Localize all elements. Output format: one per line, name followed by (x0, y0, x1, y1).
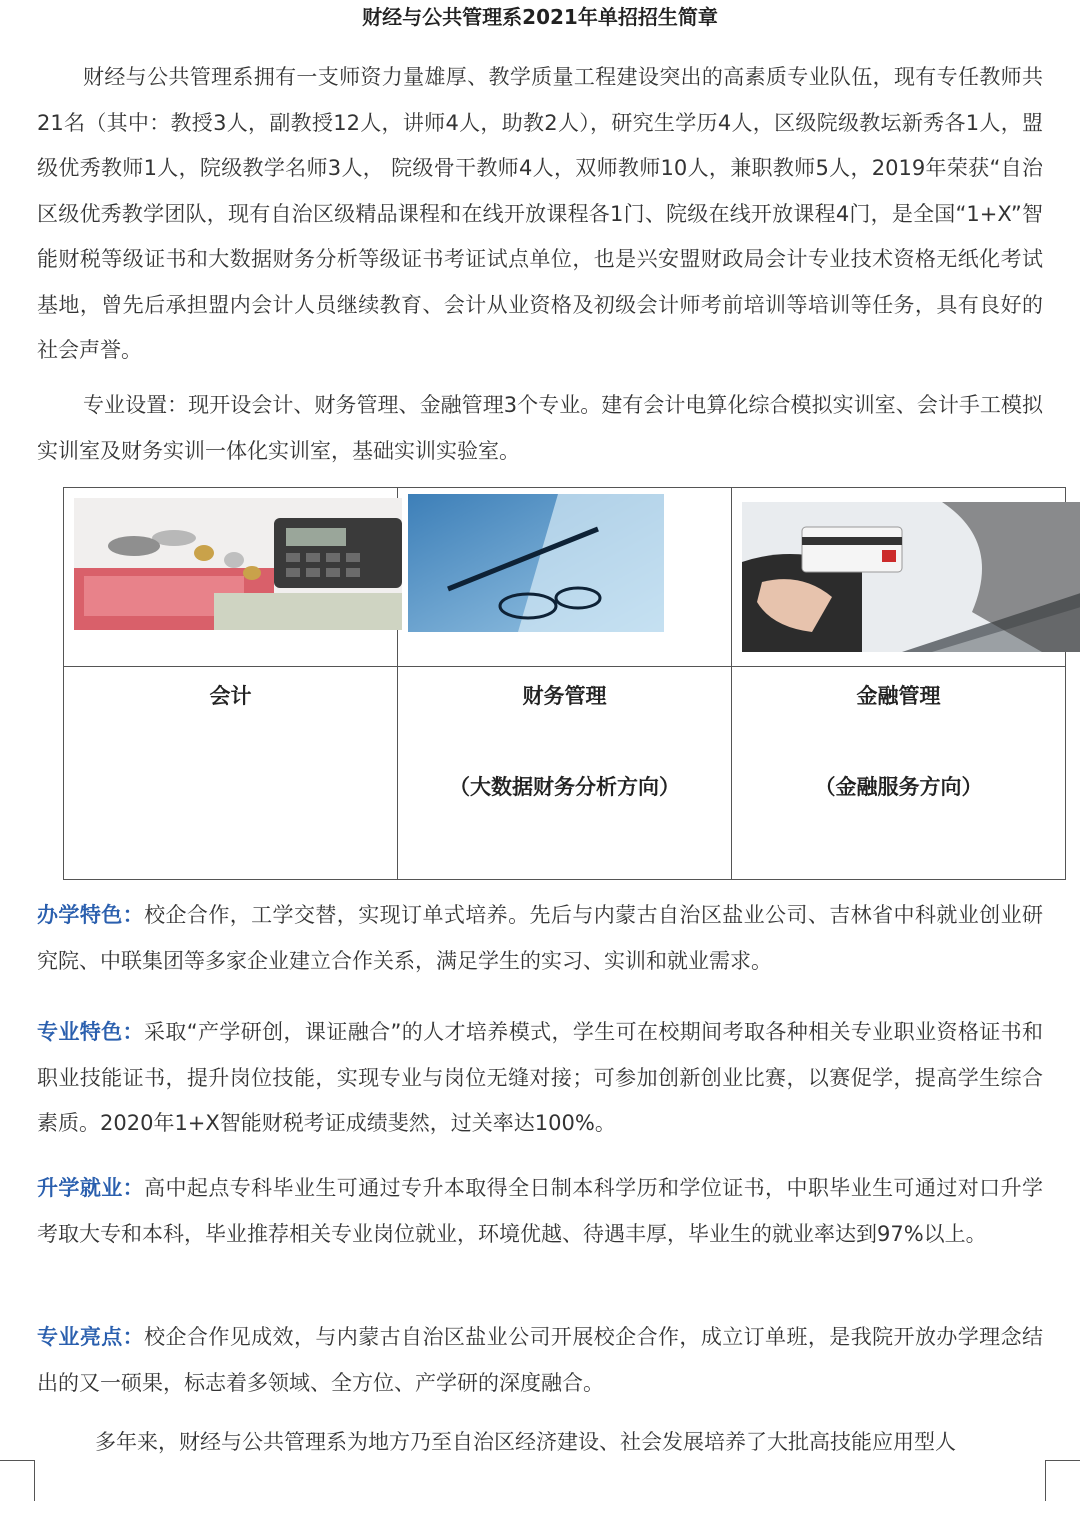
school-features-paragraph (37, 893, 1043, 984)
page-corner-mark-left (0, 1460, 35, 1501)
major-features-text: 采取“产学研创，课证融合”的人才培养模式，学生可在校期间考取各种相关专业职业资格证书和职业技能证书，提升岗位技能，实现专业与岗位无缝对接；可参加创新创业比赛，以赛促学，提高学生综合素质。2020年1+X智能财税考证成绩斐然，过关率达100%。 (37, 1020, 1044, 1135)
major-direction: （大数据财务分析方向） (449, 775, 680, 799)
major-direction: （金融服务方向） (814, 775, 983, 799)
highlight-label: 专业亮点： (37, 1325, 145, 1349)
bank-card-laptop-photo (742, 502, 1080, 652)
page-title: 财经与公共管理系2021年单招招生简章 (362, 5, 718, 29)
page-corner-mark-right (1045, 1460, 1080, 1501)
major-name: 会计 (209, 684, 252, 708)
career-label: 升学就业： (37, 1176, 145, 1200)
school-features-label: 办学特色： (37, 903, 145, 927)
money-calculator-photo (74, 498, 402, 630)
intro-paragraph: 财经与公共管理系拥有一支师资力量雄厚、教学质量工程建设突出的高素质专业队伍，现有专任教师共21名（其中：教授3人，副教授12人，讲师4人，助教2人），研究生学历4人，区级院级教坛新秀各1人，盟级优秀教师1人，院级教学名师3人， 院级骨干教师4人，双师教师10人，兼职教师5人，2019年荣获“自治区级优秀教学团队，现有自治区级精品课程和在线开放课程各1门、院级在线开放课程4门，是全国“1+X”智能财税等级证书和大数据财务分析等级证书考证试点单位，也是兴安盟财政局会计专业技术资格无纸化考试基地，曾先后承担盟内会计人员继续教育、会计从业资格及初级会计师考前培训等培训等任务，具有良好的社会声誉。 (37, 65, 1043, 362)
major-name: 财务管理 (522, 684, 607, 708)
majors-table (63, 487, 1066, 880)
career-paragraph (37, 1166, 1043, 1257)
career-text: 高中起点专科毕业生可通过专升本取得全日制本科学历和学位证书，中职毕业生可通过对口升学考取大专和本科，毕业推荐相关专业岗位就业，环境优越、待遇丰厚，毕业生的就业率达到97%以上。 (37, 1176, 1044, 1246)
major-cell-banking (732, 667, 1066, 880)
highlight-paragraph (37, 1315, 1043, 1406)
major-cell-accounting (64, 667, 398, 880)
major-image-cell-banking (732, 488, 1066, 667)
major-features-paragraph (37, 1010, 1043, 1147)
highlight-text: 校企合作见成效，与内蒙古自治区盐业公司开展校企合作，成立订单班，是我院开放办学理念结出的又一硕果，标志着多领域、全方位、产学研的深度融合。 (37, 1325, 1044, 1395)
major-features-label: 专业特色： (37, 1020, 144, 1044)
major-image-cell-accounting (64, 488, 398, 667)
pen-glasses-chart-photo (408, 494, 664, 632)
majors-setup-paragraph: 专业设置：现开设会计、财务管理、金融管理3个专业。建有会计电算化综合模拟实训室、会计手工模拟实训室及财务实训一体化实训室，基础实训实验室。 (37, 393, 1043, 463)
major-name: 金融管理 (856, 684, 941, 708)
closing-paragraph: 多年来，财经与公共管理系为地方乃至自治区经济建设、社会发展培养了大批高技能应用型人 (95, 1430, 956, 1454)
major-image-cell-finance (398, 488, 732, 667)
major-cell-finance (398, 667, 732, 880)
school-features-text: 校企合作，工学交替，实现订单式培养。先后与内蒙古自治区盐业公司、吉林省中科就业创业研究院、中联集团等多家企业建立合作关系，满足学生的实习、实训和就业需求。 (37, 903, 1044, 973)
